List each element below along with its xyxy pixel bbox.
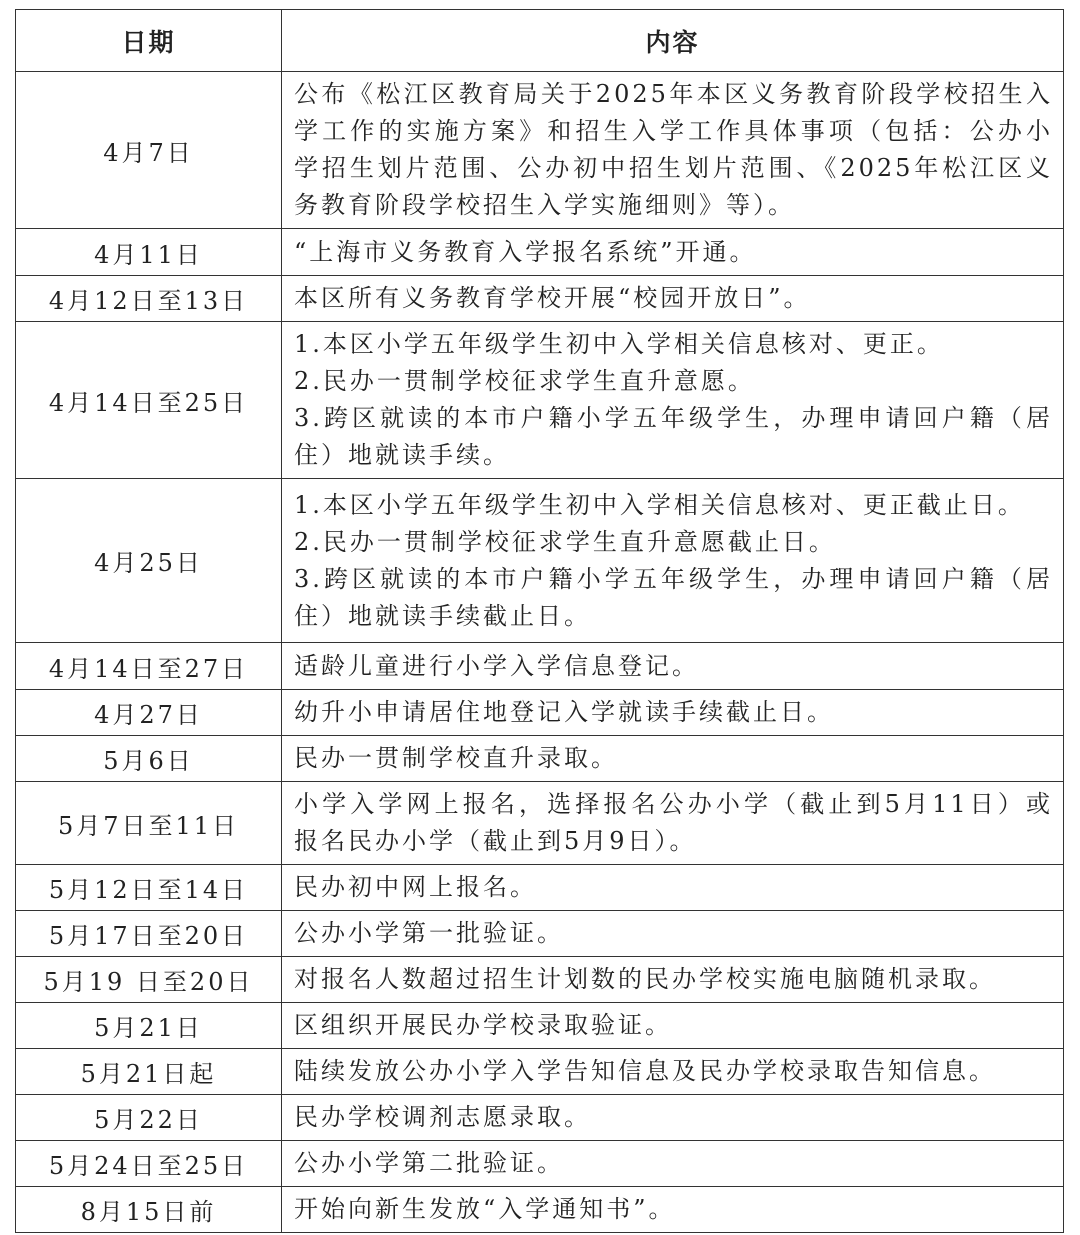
table-row [16, 1095, 1064, 1141]
content-cell [282, 322, 1064, 479]
table-row [16, 643, 1064, 690]
content-line: 学工作的实施方案》和招生入学工作具体事项（包括：公办小 [294, 117, 1053, 145]
content-cell [282, 911, 1064, 957]
content-line: 2.民办一贯制学校征求学生直升意愿截止日。 [294, 527, 836, 556]
content-line: 公办小学第一批验证。 [294, 919, 564, 947]
header-row [16, 10, 1064, 72]
content-cell [282, 1049, 1064, 1095]
content-line: 3.跨区就读的本市户籍小学五年级学生，办理申请回户籍（居 [294, 404, 1053, 432]
content-cell [282, 736, 1064, 782]
date-cell: 5月21日起 [16, 1049, 282, 1095]
table-row [16, 782, 1064, 865]
content-cell [282, 957, 1064, 1003]
content-cell [282, 1187, 1064, 1233]
table-row [16, 736, 1064, 782]
content-line: 陆续发放公办小学入学告知信息及民办学校录取告知信息。 [294, 1057, 996, 1085]
table-row [16, 479, 1064, 643]
table-row [16, 1187, 1064, 1233]
content-line: 3.跨区就读的本市户籍小学五年级学生，办理申请回户籍（居 [294, 564, 1053, 593]
content-cell [282, 690, 1064, 736]
content-line: 住）地就读手续。 [294, 441, 510, 469]
date-cell: 4月14日至27日 [16, 643, 282, 690]
content-cell [282, 479, 1064, 643]
content-line: 2.民办一贯制学校征求学生直升意愿。 [294, 367, 755, 395]
content-line: 学招生划片范围、公办初中招生划片范围、《2025年松江区义 [294, 154, 1053, 182]
date-cell: 5月17日至20日 [16, 911, 282, 957]
date-cell: 5月24日至25日 [16, 1141, 282, 1187]
content-line: 公布《松江区教育局关于2025年本区义务教育阶段学校招生入 [294, 80, 1053, 108]
content-cell [282, 643, 1064, 690]
table-row [16, 1141, 1064, 1187]
content-line: “上海市义务教育入学报名系统”开通。 [294, 237, 757, 266]
schedule-table [15, 9, 1064, 1233]
content-line: 务教育阶段学校招生入学实施细则》等）。 [294, 191, 795, 219]
date-cell: 8月15日前 [16, 1187, 282, 1233]
content-line: 对报名人数超过招生计划数的民办学校实施电脑随机录取。 [294, 965, 996, 993]
content-line: 1.本区小学五年级学生初中入学相关信息核对、更正。 [294, 330, 944, 358]
content-line: 小学入学网上报名，选择报名公办小学（截止到5月11日）或 [294, 790, 1053, 818]
table-row [16, 911, 1064, 957]
date-cell: 5月6日 [16, 736, 282, 782]
date-cell: 4月12日至13日 [16, 276, 282, 322]
table-row [16, 865, 1064, 911]
content-line: 区组织开展民办学校录取验证。 [294, 1011, 672, 1039]
content-cell [282, 1141, 1064, 1187]
header-date: 日期 [16, 10, 282, 72]
content-line: 民办初中网上报名。 [294, 873, 537, 901]
table-row [16, 690, 1064, 736]
content-cell [282, 276, 1064, 322]
date-cell: 5月22日 [16, 1095, 282, 1141]
table-row [16, 1049, 1064, 1095]
content-line: 报名民办小学（截止到5月9日）。 [294, 827, 697, 855]
schedule-rows [16, 72, 1064, 1233]
date-cell: 4月27日 [16, 690, 282, 736]
table-row [16, 957, 1064, 1003]
content-cell [282, 72, 1064, 229]
content-line: 适龄儿童进行小学入学信息登记。 [294, 651, 699, 680]
content-cell [282, 1095, 1064, 1141]
date-cell: 5月7日至11日 [16, 782, 282, 865]
content-line: 住）地就读手续截止日。 [294, 601, 591, 630]
content-cell [282, 229, 1064, 276]
table-row [16, 72, 1064, 229]
content-line: 民办学校调剂志愿录取。 [294, 1103, 591, 1131]
content-line: 幼升小申请居住地登记入学就读手续截止日。 [294, 698, 834, 726]
date-cell: 4月7日 [16, 72, 282, 229]
table-row [16, 229, 1064, 276]
content-line: 公办小学第二批验证。 [294, 1149, 564, 1177]
content-line: 1.本区小学五年级学生初中入学相关信息核对、更正截止日。 [294, 490, 1025, 519]
table-row [16, 276, 1064, 322]
date-cell: 4月14日至25日 [16, 322, 282, 479]
header-content: 内容 [282, 10, 1064, 72]
date-cell: 5月12日至14日 [16, 865, 282, 911]
table-row [16, 322, 1064, 479]
table-row [16, 1003, 1064, 1049]
content-line: 开始向新生发放“入学通知书”。 [294, 1195, 676, 1223]
date-cell: 4月11日 [16, 229, 282, 276]
content-cell [282, 865, 1064, 911]
date-cell: 5月19 日至20日 [16, 957, 282, 1003]
content-line: 本区所有义务教育学校开展“校园开放日”。 [294, 284, 811, 312]
date-cell: 5月21日 [16, 1003, 282, 1049]
content-cell [282, 1003, 1064, 1049]
date-cell: 4月25日 [16, 479, 282, 643]
content-line: 民办一贯制学校直升录取。 [294, 744, 618, 772]
content-cell [282, 782, 1064, 865]
